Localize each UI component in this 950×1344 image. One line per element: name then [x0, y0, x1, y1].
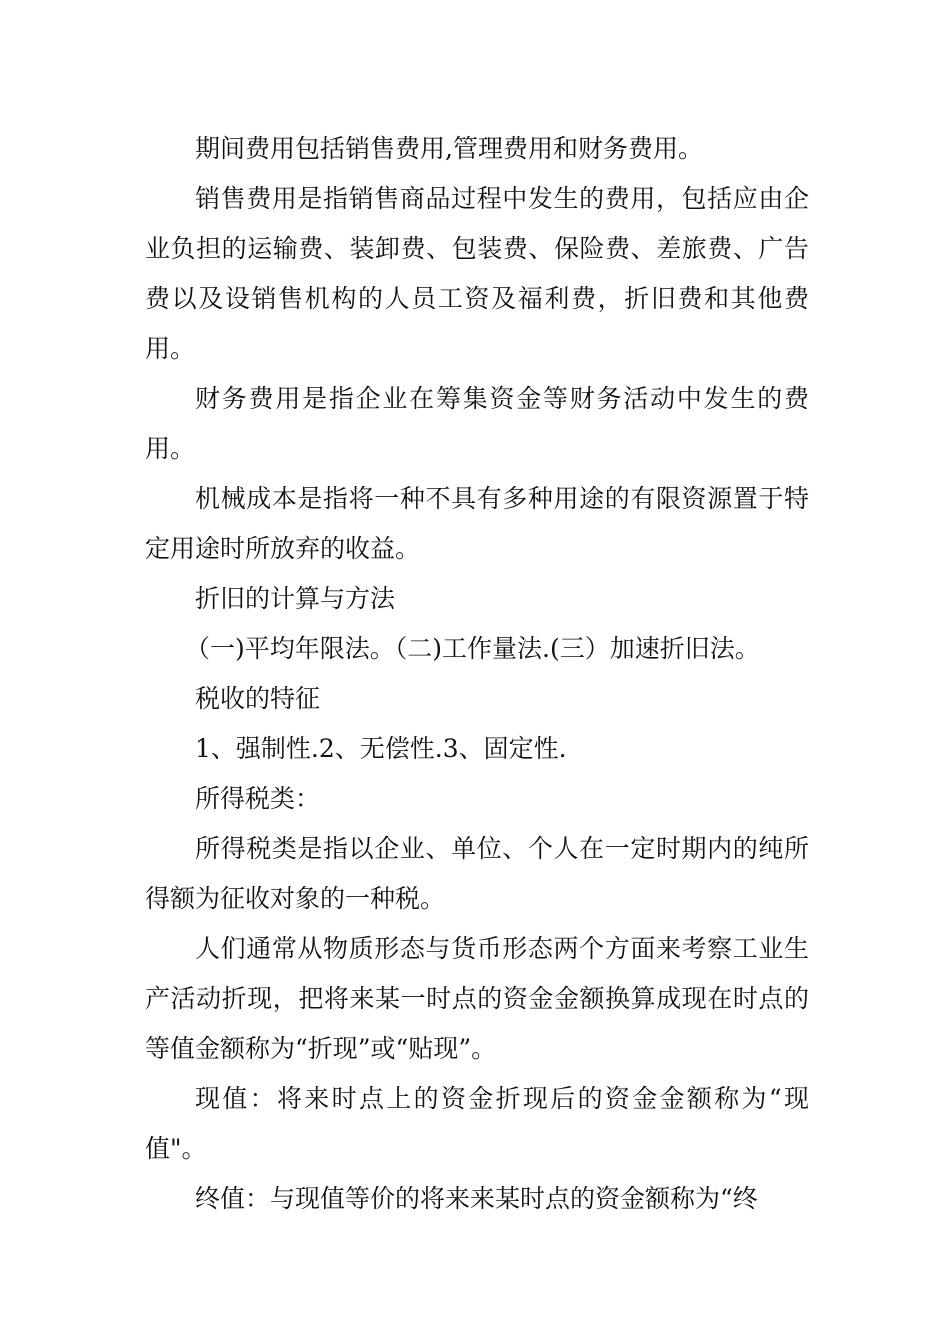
paragraph-income-tax-definition: 所得税类是指以企业、单位、个人在一定时期内的纯所得额为征收对象的一种税。: [145, 834, 809, 913]
paragraph-opportunity-cost: 机械成本是指将一种不具有多种用途的有限资源置于特定用途时所放弃的收益。: [145, 484, 809, 563]
document-body: [145, 124, 809, 1224]
heading-income-tax: 所得税类：: [195, 784, 321, 813]
heading-tax-features: 税收的特征: [195, 684, 321, 713]
paragraph-present-value: 现值：将来时点上的资金折现后的资金金额称为“现值"。: [145, 1084, 809, 1163]
paragraph-selling-expenses: 销售费用是指销售商品过程中发生的费用，包括应由企业负担的运输费、装卸费、包装费、保险费、差旅费、广告费以及设销售机构的人员工资及福利费，折旧费和其他费用。: [145, 184, 809, 363]
paragraph-financial-expenses: 财务费用是指企业在筹集资金等财务活动中发生的费用。: [145, 384, 809, 463]
heading-depreciation-methods: 折旧的计算与方法: [195, 584, 396, 613]
paragraph-tax-features-list: 1、强制性.2、无偿性.3、固定性.: [195, 734, 567, 763]
paragraph-depreciation-list: （一)平均年限法。（二)工作量法.(三）加速折旧法。: [185, 634, 760, 663]
paragraph-future-value: 终值：与现值等价的将来来某时点的资金额称为“终: [195, 1184, 758, 1213]
paragraph-period-expenses: 期间费用包括销售费用,管理费用和财务费用。: [195, 134, 703, 163]
paragraph-discounting: 人们通常从物质形态与货币形态两个方面来考察工业生产活动折现，把将来某一时点的资金金额换算成现在时点的等值金额称为“折现”或“贴现”。: [145, 934, 809, 1063]
